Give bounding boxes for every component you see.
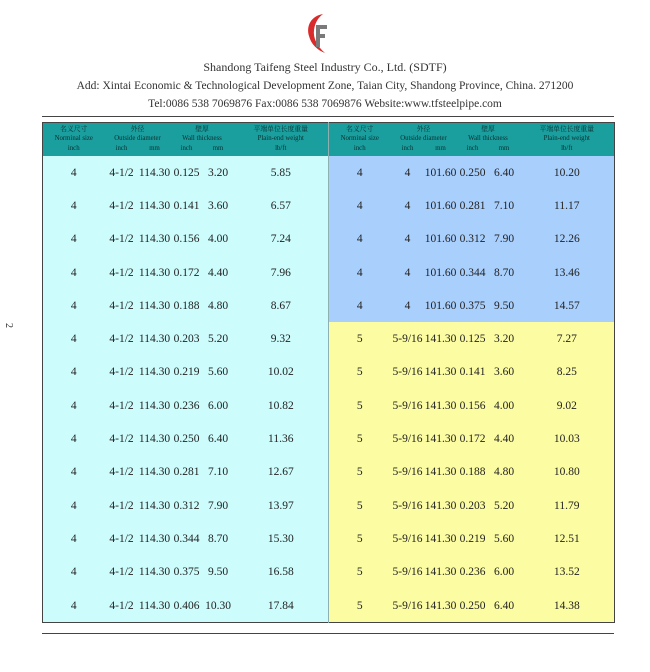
left-outside-diameter-inch-cell: 4-1/2	[105, 256, 139, 289]
left-wall-thickness-mm-cell: 4.00	[203, 223, 234, 256]
left-nominal-size-cell: 4	[43, 389, 105, 422]
left-nominal-size-cell: 4	[43, 556, 105, 589]
right-outside-diameter-mm-cell: 101.60	[425, 223, 457, 256]
right-nominal-size-cell: 5	[329, 422, 391, 455]
left-outside-diameter-mm-cell: 114.30	[139, 522, 171, 555]
left-plain-end-weight-cell: 11.36	[234, 422, 329, 455]
left-wall-thickness-inch-cell: 0.125	[171, 156, 203, 189]
right-nominal-size-cell: 4	[329, 256, 391, 289]
right-nominal-size-cell: 5	[329, 556, 391, 589]
header-row-units	[43, 143, 615, 156]
table-row	[43, 256, 615, 289]
right-outside-diameter-inch-cell: 5-9/16	[391, 422, 425, 455]
left-wall-thickness-inch-cell: 0.375	[171, 556, 203, 589]
left-plain-end-weight-cell: 8.67	[234, 289, 329, 322]
right-wall-thickness-mm-cell: 6.40	[489, 589, 520, 623]
right-outside-diameter-inch-cell: 4	[391, 256, 425, 289]
right-outside-diameter-inch-cell: 5-9/16	[391, 389, 425, 422]
right-wall-thickness-inch-cell: 0.141	[457, 356, 489, 389]
right-outside-diameter-mm-cell: 101.60	[425, 156, 457, 189]
right-wall-thickness-mm-cell: 5.20	[489, 489, 520, 522]
pipe-spec-table	[42, 122, 615, 623]
right-plain-end-weight-cell: 9.02	[520, 389, 615, 422]
right-outside-diameter-mm-cell: 141.30	[425, 489, 457, 522]
right-outside-diameter-inch-cell: 5-9/16	[391, 556, 425, 589]
left-nominal-size-cell: 4	[43, 422, 105, 455]
left-wall-thickness-mm-cell: 3.60	[203, 189, 234, 222]
left-plain-end-weight-cell: 5.85	[234, 156, 329, 189]
col-header-cn: 平端单位长度重量	[234, 123, 329, 135]
col-header-en: Norminal size	[43, 134, 105, 143]
right-nominal-size-cell: 5	[329, 389, 391, 422]
col-header-cn: 外径	[105, 123, 171, 135]
left-nominal-size-cell: 4	[43, 322, 105, 355]
left-outside-diameter-mm-cell: 114.30	[139, 256, 171, 289]
table-row	[43, 289, 615, 322]
right-wall-thickness-inch-cell: 0.281	[457, 189, 489, 222]
right-plain-end-weight-cell: 11.79	[520, 489, 615, 522]
left-wall-thickness-mm-cell: 9.50	[203, 556, 234, 589]
left-plain-end-weight-cell: 10.02	[234, 356, 329, 389]
right-plain-end-weight-cell: 13.52	[520, 556, 615, 589]
left-wall-thickness-inch-cell: 0.236	[171, 389, 203, 422]
left-outside-diameter-mm-cell: 114.30	[139, 223, 171, 256]
left-wall-thickness-mm-cell: 5.20	[203, 322, 234, 355]
left-wall-thickness-inch-cell: 0.141	[171, 189, 203, 222]
right-plain-end-weight-cell: 11.17	[520, 189, 615, 222]
right-wall-thickness-inch-cell: 0.312	[457, 223, 489, 256]
left-outside-diameter-mm-cell: 114.30	[139, 156, 171, 189]
table-row	[43, 156, 615, 189]
left-plain-end-weight-cell: 12.67	[234, 456, 329, 489]
col-unit: mm	[489, 143, 520, 156]
col-header-en: Outside diameter	[391, 134, 457, 143]
right-outside-diameter-mm-cell: 141.30	[425, 456, 457, 489]
left-plain-end-weight-cell: 9.32	[234, 322, 329, 355]
left-nominal-size-cell: 4	[43, 522, 105, 555]
left-outside-diameter-inch-cell: 4-1/2	[105, 589, 139, 623]
right-plain-end-weight-cell: 10.20	[520, 156, 615, 189]
left-outside-diameter-inch-cell: 4-1/2	[105, 289, 139, 322]
right-wall-thickness-mm-cell: 7.90	[489, 223, 520, 256]
right-wall-thickness-mm-cell: 3.20	[489, 322, 520, 355]
left-outside-diameter-mm-cell: 114.30	[139, 556, 171, 589]
right-nominal-size-cell: 5	[329, 356, 391, 389]
col-unit: inch	[391, 143, 425, 156]
table-row	[43, 522, 615, 555]
table-row	[43, 489, 615, 522]
right-outside-diameter-inch-cell: 5-9/16	[391, 489, 425, 522]
left-wall-thickness-inch-cell: 0.219	[171, 356, 203, 389]
left-outside-diameter-inch-cell: 4-1/2	[105, 189, 139, 222]
left-outside-diameter-mm-cell: 114.30	[139, 289, 171, 322]
table-row	[43, 223, 615, 256]
company-logo-icon	[303, 12, 331, 56]
col-header-cn: 名义尺寸	[329, 123, 391, 135]
left-wall-thickness-inch-cell: 0.312	[171, 489, 203, 522]
left-wall-thickness-inch-cell: 0.344	[171, 522, 203, 555]
right-outside-diameter-mm-cell: 141.30	[425, 522, 457, 555]
right-wall-thickness-mm-cell: 8.70	[489, 256, 520, 289]
right-outside-diameter-inch-cell: 5-9/16	[391, 456, 425, 489]
col-unit: inch	[457, 143, 489, 156]
left-outside-diameter-inch-cell: 4-1/2	[105, 389, 139, 422]
right-outside-diameter-inch-cell: 4	[391, 156, 425, 189]
right-wall-thickness-mm-cell: 4.40	[489, 422, 520, 455]
left-wall-thickness-mm-cell: 6.40	[203, 422, 234, 455]
header-row-en	[43, 134, 615, 143]
table-row	[43, 456, 615, 489]
left-plain-end-weight-cell: 7.24	[234, 223, 329, 256]
left-wall-thickness-mm-cell: 3.20	[203, 156, 234, 189]
company-contact: Tel:0086 538 7069876 Fax:0086 538 7069876 Website:www.tfsteelpipe.com	[148, 98, 502, 110]
left-plain-end-weight-cell: 10.82	[234, 389, 329, 422]
right-wall-thickness-mm-cell: 4.80	[489, 456, 520, 489]
left-wall-thickness-inch-cell: 0.156	[171, 223, 203, 256]
left-wall-thickness-mm-cell: 4.80	[203, 289, 234, 322]
left-wall-thickness-inch-cell: 0.250	[171, 422, 203, 455]
left-nominal-size-cell: 4	[43, 289, 105, 322]
right-wall-thickness-mm-cell: 4.00	[489, 389, 520, 422]
right-plain-end-weight-cell: 14.38	[520, 589, 615, 623]
footer-divider	[42, 633, 614, 634]
company-address: Add: Xintai Economic & Technological Development Zone, Taian City, Shandong Province, China. 271200	[76, 80, 574, 92]
left-wall-thickness-inch-cell: 0.203	[171, 322, 203, 355]
right-plain-end-weight-cell: 8.25	[520, 356, 615, 389]
left-wall-thickness-inch-cell: 0.406	[171, 589, 203, 623]
left-nominal-size-cell: 4	[43, 456, 105, 489]
right-outside-diameter-mm-cell: 141.30	[425, 356, 457, 389]
right-nominal-size-cell: 5	[329, 322, 391, 355]
right-outside-diameter-mm-cell: 141.30	[425, 322, 457, 355]
table-row	[43, 556, 615, 589]
right-wall-thickness-mm-cell: 6.40	[489, 156, 520, 189]
right-nominal-size-cell: 4	[329, 189, 391, 222]
right-outside-diameter-inch-cell: 4	[391, 289, 425, 322]
left-wall-thickness-inch-cell: 0.188	[171, 289, 203, 322]
left-wall-thickness-mm-cell: 7.10	[203, 456, 234, 489]
right-outside-diameter-mm-cell: 101.60	[425, 189, 457, 222]
left-outside-diameter-mm-cell: 114.30	[139, 356, 171, 389]
left-outside-diameter-mm-cell: 114.30	[139, 322, 171, 355]
right-outside-diameter-mm-cell: 141.30	[425, 556, 457, 589]
col-unit: inch	[171, 143, 203, 156]
right-wall-thickness-inch-cell: 0.156	[457, 389, 489, 422]
right-plain-end-weight-cell: 10.03	[520, 422, 615, 455]
left-outside-diameter-mm-cell: 114.30	[139, 456, 171, 489]
left-plain-end-weight-cell: 6.57	[234, 189, 329, 222]
col-unit: lb/ft	[234, 143, 329, 156]
right-wall-thickness-inch-cell: 0.219	[457, 522, 489, 555]
right-plain-end-weight-cell: 12.26	[520, 223, 615, 256]
left-nominal-size-cell: 4	[43, 223, 105, 256]
table-row	[43, 422, 615, 455]
header-row-cn	[43, 123, 615, 135]
left-wall-thickness-mm-cell: 5.60	[203, 356, 234, 389]
left-plain-end-weight-cell: 7.96	[234, 256, 329, 289]
table-row	[43, 389, 615, 422]
left-outside-diameter-mm-cell: 114.30	[139, 489, 171, 522]
left-nominal-size-cell: 4	[43, 589, 105, 623]
right-wall-thickness-inch-cell: 0.203	[457, 489, 489, 522]
left-wall-thickness-mm-cell: 4.40	[203, 256, 234, 289]
left-outside-diameter-inch-cell: 4-1/2	[105, 522, 139, 555]
right-outside-diameter-mm-cell: 101.60	[425, 289, 457, 322]
right-wall-thickness-inch-cell: 0.375	[457, 289, 489, 322]
left-nominal-size-cell: 4	[43, 356, 105, 389]
right-wall-thickness-mm-cell: 7.10	[489, 189, 520, 222]
company-name: Shandong Taifeng Steel Industry Co., Ltd. (SDTF)	[203, 60, 447, 74]
table-row	[43, 589, 615, 623]
page-number: 2	[3, 323, 14, 328]
right-wall-thickness-mm-cell: 9.50	[489, 289, 520, 322]
col-header-en: Plain-end weight	[234, 134, 329, 143]
right-outside-diameter-mm-cell: 101.60	[425, 256, 457, 289]
left-wall-thickness-mm-cell: 7.90	[203, 489, 234, 522]
left-outside-diameter-inch-cell: 4-1/2	[105, 489, 139, 522]
col-unit: mm	[139, 143, 171, 156]
table-row	[43, 322, 615, 355]
right-wall-thickness-inch-cell: 0.250	[457, 156, 489, 189]
right-wall-thickness-mm-cell: 5.60	[489, 522, 520, 555]
left-wall-thickness-mm-cell: 6.00	[203, 389, 234, 422]
col-unit: inch	[43, 143, 105, 156]
right-outside-diameter-inch-cell: 4	[391, 223, 425, 256]
right-nominal-size-cell: 5	[329, 456, 391, 489]
left-outside-diameter-mm-cell: 114.30	[139, 589, 171, 623]
col-unit: lb/ft	[520, 143, 615, 156]
right-nominal-size-cell: 4	[329, 223, 391, 256]
right-nominal-size-cell: 4	[329, 156, 391, 189]
right-plain-end-weight-cell: 10.80	[520, 456, 615, 489]
right-outside-diameter-inch-cell: 5-9/16	[391, 589, 425, 623]
right-outside-diameter-mm-cell: 141.30	[425, 389, 457, 422]
right-outside-diameter-inch-cell: 4	[391, 189, 425, 222]
right-nominal-size-cell: 5	[329, 522, 391, 555]
col-unit: mm	[425, 143, 457, 156]
col-header-cn: 壁厚	[457, 123, 520, 135]
left-nominal-size-cell: 4	[43, 189, 105, 222]
left-nominal-size-cell: 4	[43, 156, 105, 189]
left-nominal-size-cell: 4	[43, 489, 105, 522]
left-nominal-size-cell: 4	[43, 256, 105, 289]
col-unit: inch	[329, 143, 391, 156]
col-header-cn: 壁厚	[171, 123, 234, 135]
left-outside-diameter-inch-cell: 4-1/2	[105, 356, 139, 389]
left-outside-diameter-mm-cell: 114.30	[139, 389, 171, 422]
left-outside-diameter-mm-cell: 114.30	[139, 422, 171, 455]
left-outside-diameter-inch-cell: 4-1/2	[105, 322, 139, 355]
right-plain-end-weight-cell: 13.46	[520, 256, 615, 289]
right-wall-thickness-mm-cell: 3.60	[489, 356, 520, 389]
right-outside-diameter-mm-cell: 141.30	[425, 589, 457, 623]
left-outside-diameter-mm-cell: 114.30	[139, 189, 171, 222]
right-wall-thickness-inch-cell: 0.236	[457, 556, 489, 589]
left-wall-thickness-inch-cell: 0.281	[171, 456, 203, 489]
right-plain-end-weight-cell: 7.27	[520, 322, 615, 355]
col-header-cn: 名义尺寸	[43, 123, 105, 135]
right-outside-diameter-inch-cell: 5-9/16	[391, 522, 425, 555]
left-outside-diameter-inch-cell: 4-1/2	[105, 223, 139, 256]
col-header-en: Plain-end weight	[520, 134, 615, 143]
right-wall-thickness-inch-cell: 0.172	[457, 422, 489, 455]
right-plain-end-weight-cell: 12.51	[520, 522, 615, 555]
col-header-en: Norminal size	[329, 134, 391, 143]
left-plain-end-weight-cell: 13.97	[234, 489, 329, 522]
col-unit: inch	[105, 143, 139, 156]
left-wall-thickness-mm-cell: 8.70	[203, 522, 234, 555]
right-wall-thickness-inch-cell: 0.188	[457, 456, 489, 489]
left-outside-diameter-inch-cell: 4-1/2	[105, 456, 139, 489]
col-unit: mm	[203, 143, 234, 156]
left-wall-thickness-inch-cell: 0.172	[171, 256, 203, 289]
col-header-en: Wall thickness	[171, 134, 234, 143]
right-outside-diameter-inch-cell: 5-9/16	[391, 356, 425, 389]
table-row	[43, 189, 615, 222]
left-plain-end-weight-cell: 15.30	[234, 522, 329, 555]
right-wall-thickness-inch-cell: 0.344	[457, 256, 489, 289]
table-row	[43, 356, 615, 389]
col-header-cn: 外径	[391, 123, 457, 135]
right-plain-end-weight-cell: 14.57	[520, 289, 615, 322]
col-header-cn: 平端单位长度重量	[520, 123, 615, 135]
right-nominal-size-cell: 4	[329, 289, 391, 322]
right-wall-thickness-inch-cell: 0.250	[457, 589, 489, 623]
left-outside-diameter-inch-cell: 4-1/2	[105, 422, 139, 455]
left-wall-thickness-mm-cell: 10.30	[203, 589, 234, 623]
right-nominal-size-cell: 5	[329, 489, 391, 522]
left-outside-diameter-inch-cell: 4-1/2	[105, 156, 139, 189]
left-plain-end-weight-cell: 17.84	[234, 589, 329, 623]
right-nominal-size-cell: 5	[329, 589, 391, 623]
right-outside-diameter-inch-cell: 5-9/16	[391, 322, 425, 355]
left-outside-diameter-inch-cell: 4-1/2	[105, 556, 139, 589]
right-outside-diameter-mm-cell: 141.30	[425, 422, 457, 455]
col-header-en: Wall thickness	[457, 134, 520, 143]
col-header-en: Outside diameter	[105, 134, 171, 143]
left-plain-end-weight-cell: 16.58	[234, 556, 329, 589]
header-divider	[42, 116, 614, 117]
right-wall-thickness-inch-cell: 0.125	[457, 322, 489, 355]
right-wall-thickness-mm-cell: 6.00	[489, 556, 520, 589]
